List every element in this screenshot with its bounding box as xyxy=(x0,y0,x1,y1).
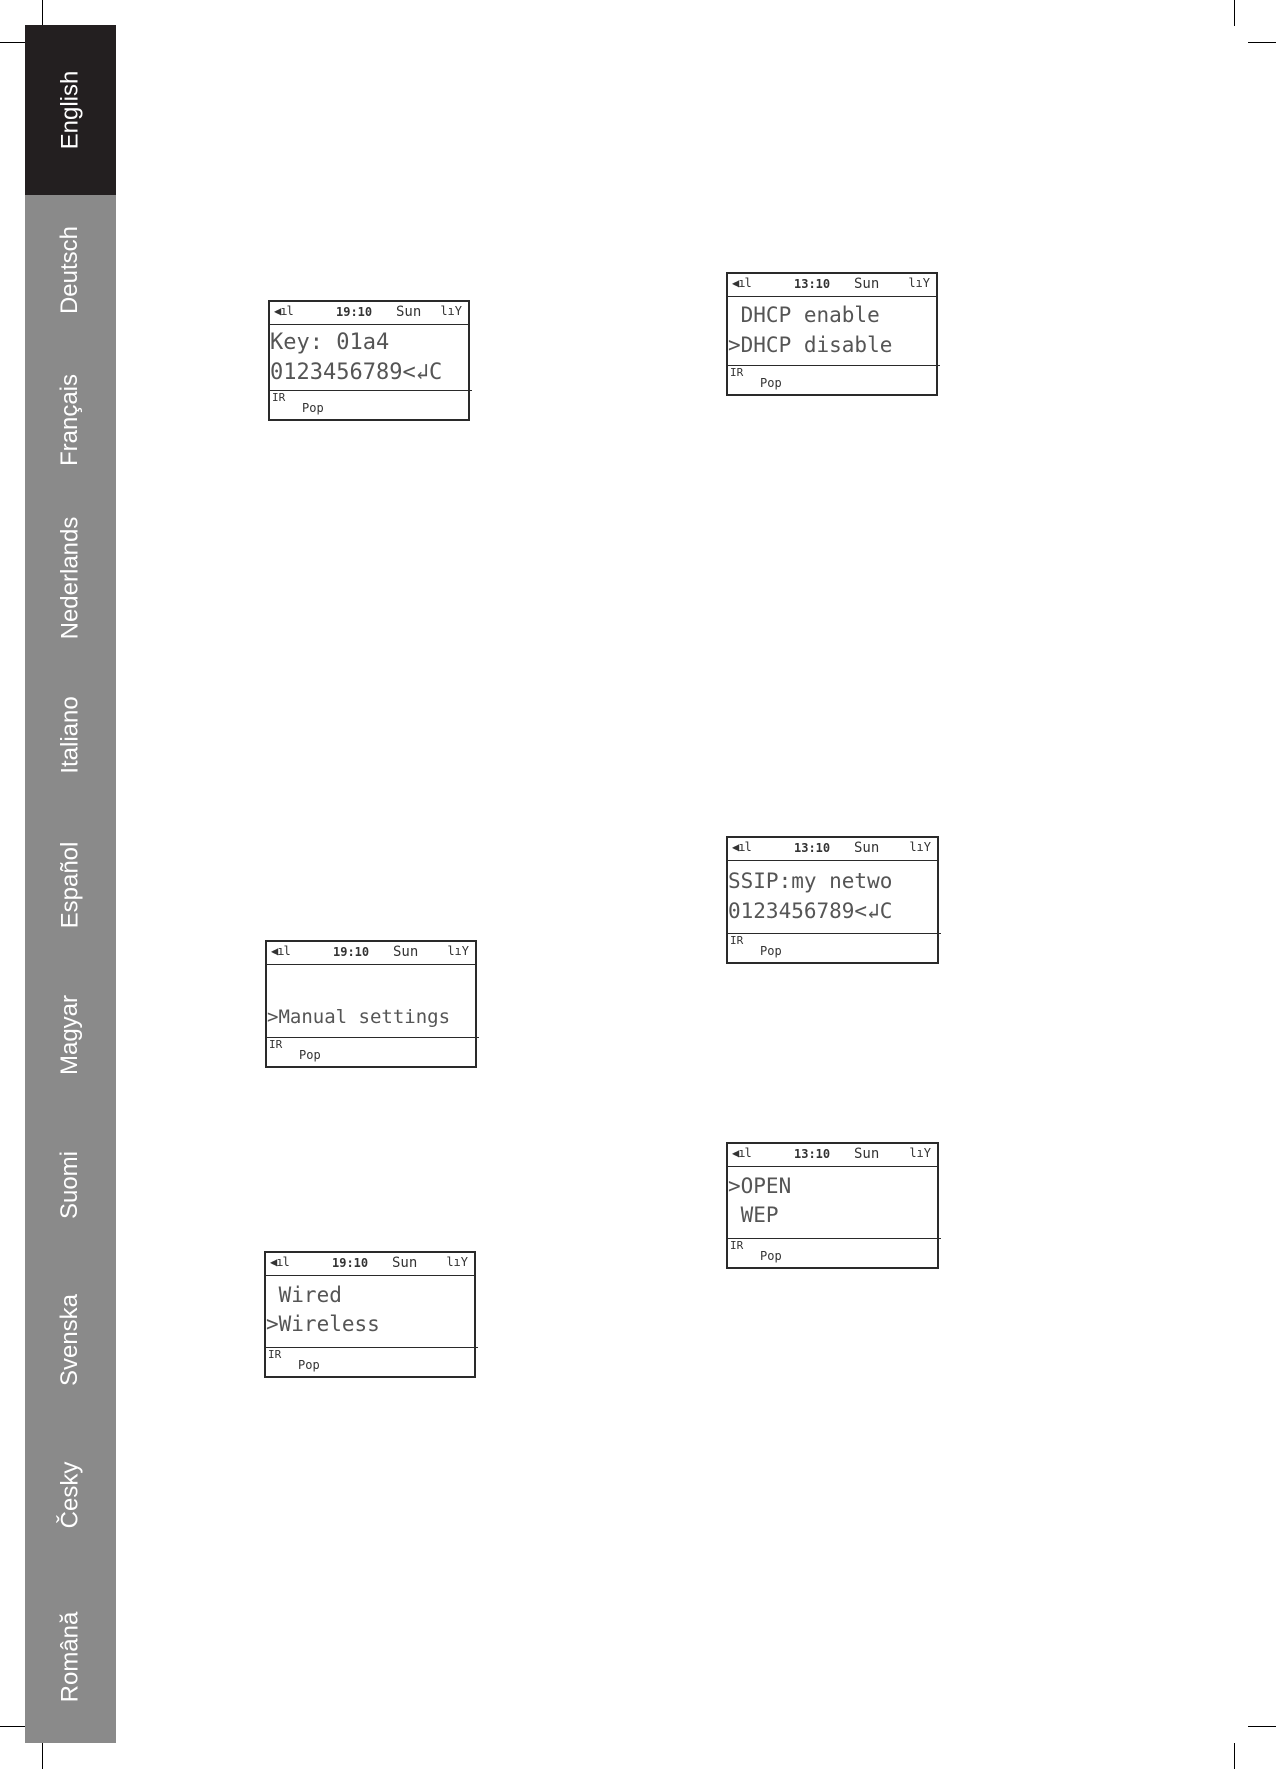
lcd-status-bar xyxy=(266,1253,474,1276)
signal-strength-icon: lıY xyxy=(440,304,462,318)
lcd-text xyxy=(728,1172,937,1230)
language-tab-francais[interactable] xyxy=(25,345,116,495)
clock-time: 19:10 xyxy=(336,305,373,319)
lcd-screen-ssid xyxy=(726,836,939,964)
language-label: Nederlands xyxy=(56,516,84,639)
signal-strength-icon: lıY xyxy=(447,944,469,958)
speaker-volume-icon: ◀ıl xyxy=(732,840,751,854)
pop-label: Pop xyxy=(760,376,782,390)
lcd-footer xyxy=(728,1238,941,1267)
ir-label: IR xyxy=(730,934,744,947)
clock-time: 13:10 xyxy=(794,1147,831,1161)
crop-mark xyxy=(0,1726,26,1727)
language-sidebar xyxy=(25,25,116,1743)
speaker-volume-icon: ◀ıl xyxy=(274,304,293,318)
lcd-screen-security-type xyxy=(726,1142,939,1269)
language-tab-nederlands[interactable] xyxy=(25,495,116,660)
language-label: Español xyxy=(56,841,84,929)
lcd-line-2: >Wireless xyxy=(266,1312,380,1336)
language-label: English xyxy=(56,70,84,150)
pop-label: Pop xyxy=(760,944,782,958)
lcd-status-bar xyxy=(270,302,468,325)
crop-mark xyxy=(1234,1743,1235,1769)
language-tab-italiano[interactable] xyxy=(25,660,116,810)
language-label: Français xyxy=(56,373,84,467)
language-tab-svenska[interactable] xyxy=(25,1260,116,1420)
pop-label: Pop xyxy=(299,1048,321,1062)
lcd-footer xyxy=(267,1037,479,1066)
pop-label: Pop xyxy=(298,1358,320,1372)
crop-mark xyxy=(42,0,43,26)
crop-mark xyxy=(0,42,26,43)
speaker-volume-icon: ◀ıl xyxy=(732,1146,751,1160)
language-label: Italiano xyxy=(56,696,84,774)
speaker-volume-icon: ◀ıl xyxy=(271,944,290,958)
lcd-status-bar xyxy=(728,274,936,297)
speaker-volume-icon: ◀ıl xyxy=(270,1255,289,1269)
clock-day: Sun xyxy=(854,840,880,856)
pop-label: Pop xyxy=(302,401,324,415)
lcd-status-bar xyxy=(267,942,475,965)
lcd-line-2: >DHCP disable xyxy=(728,333,893,357)
lcd-text xyxy=(266,1281,474,1339)
language-tab-magyar[interactable] xyxy=(25,960,116,1110)
lcd-screen-key-entry xyxy=(268,300,470,421)
lcd-text xyxy=(270,328,468,388)
clock-day: Sun xyxy=(392,1255,418,1271)
ir-label: IR xyxy=(269,1038,283,1051)
lcd-line-1: DHCP enable xyxy=(728,303,880,327)
clock-day: Sun xyxy=(396,304,422,320)
lcd-line-2: >Manual settings xyxy=(267,1006,451,1028)
language-label: Svenska xyxy=(56,1293,84,1387)
lcd-screen-manual-settings xyxy=(265,940,477,1068)
language-tab-deutsch[interactable] xyxy=(25,195,116,345)
ir-label: IR xyxy=(730,1239,744,1252)
clock-time: 19:10 xyxy=(332,1256,369,1270)
language-tab-suomi[interactable] xyxy=(25,1110,116,1260)
crop-mark xyxy=(1248,42,1276,43)
lcd-text xyxy=(728,866,937,926)
lcd-screen-connection-type xyxy=(264,1251,476,1378)
language-tab-english[interactable] xyxy=(25,25,116,195)
crop-mark xyxy=(1234,0,1235,26)
lcd-line-1: SSIP:my netwo xyxy=(728,869,893,893)
clock-day: Sun xyxy=(854,1146,880,1162)
lcd-footer xyxy=(728,933,941,962)
language-tab-romana[interactable] xyxy=(25,1570,116,1743)
language-label: Română xyxy=(56,1611,84,1702)
language-label: Magyar xyxy=(56,994,84,1076)
lcd-line-1: >OPEN xyxy=(728,1174,792,1198)
ir-label: IR xyxy=(268,1348,282,1361)
signal-strength-icon: lıY xyxy=(909,1146,931,1160)
language-label: Česky xyxy=(56,1461,84,1529)
language-tab-cesky[interactable] xyxy=(25,1420,116,1570)
lcd-line-2: 0123456789<↲C xyxy=(270,360,443,385)
language-label: Suomi xyxy=(56,1150,84,1220)
lcd-line-1 xyxy=(267,972,475,1002)
signal-strength-icon: lıY xyxy=(908,276,930,290)
lcd-footer xyxy=(266,1347,478,1376)
speaker-volume-icon: ◀ıl xyxy=(732,276,751,290)
crop-mark xyxy=(42,1743,43,1769)
signal-strength-icon: lıY xyxy=(909,840,931,854)
signal-strength-icon: lıY xyxy=(446,1255,468,1269)
lcd-line-2: WEP xyxy=(728,1203,779,1227)
language-label: Deutsch xyxy=(56,225,84,315)
lcd-footer xyxy=(270,390,472,419)
lcd-footer xyxy=(728,365,940,394)
lcd-line-1: Wired xyxy=(266,1283,342,1307)
lcd-text xyxy=(728,300,936,360)
ir-label: IR xyxy=(272,391,286,404)
crop-mark xyxy=(1248,1726,1276,1727)
clock-day: Sun xyxy=(393,944,419,960)
lcd-line-1: Key: 01a4 xyxy=(270,330,390,355)
clock-time: 13:10 xyxy=(794,841,831,855)
clock-time: 13:10 xyxy=(794,277,831,291)
lcd-status-bar xyxy=(728,838,937,861)
clock-day: Sun xyxy=(854,276,880,292)
lcd-screen-dhcp xyxy=(726,272,938,396)
lcd-status-bar xyxy=(728,1144,937,1167)
lcd-line-2: 0123456789<↲C xyxy=(728,899,893,923)
ir-label: IR xyxy=(730,366,744,379)
language-tab-espanol[interactable] xyxy=(25,810,116,960)
pop-label: Pop xyxy=(760,1249,782,1263)
clock-time: 19:10 xyxy=(333,945,370,959)
lcd-text xyxy=(267,972,475,1032)
